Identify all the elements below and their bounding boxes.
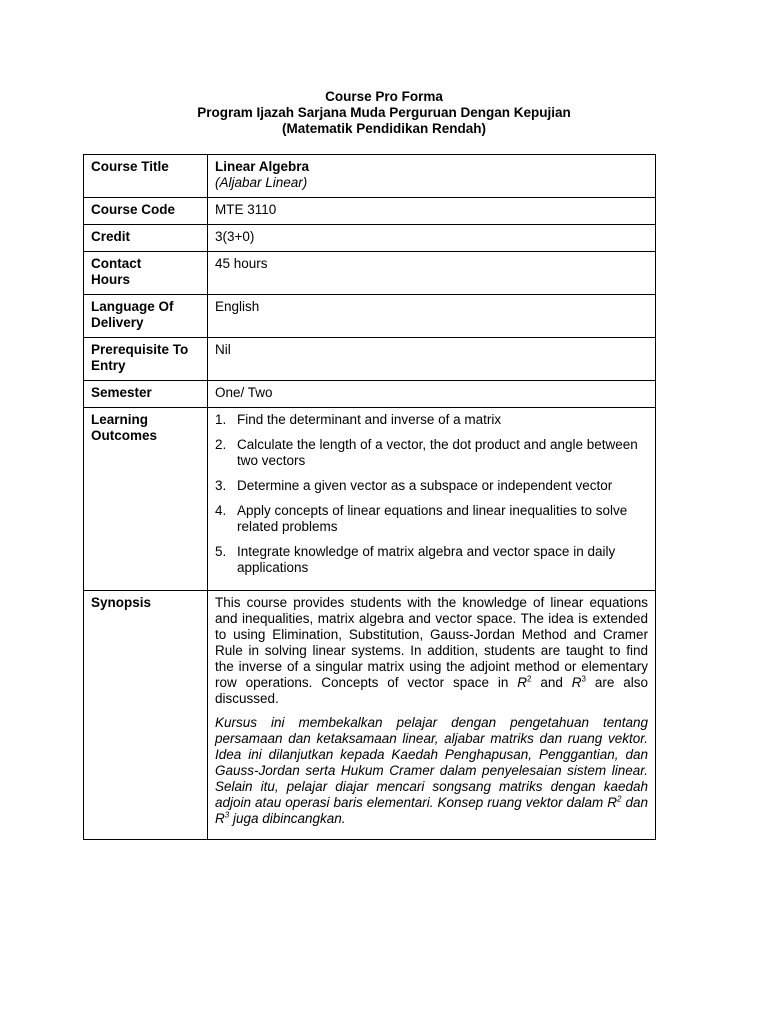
superscript: 3 [224,810,230,820]
course-code-value: MTE 3110 [208,198,656,225]
math-r-symbol: R [607,795,618,810]
prerequisite-label [84,338,208,381]
math-r-symbol: R [571,675,582,690]
row-synopsis [84,591,656,840]
outcome-text: Apply concepts of linear equations and linear inequalities to solve related problems [237,503,628,534]
row-credit [84,225,656,252]
row-learning-outcomes [84,408,656,591]
outcome-text: Calculate the length of a vector, the dot product and angle between two vectors [237,437,638,468]
outcome-number: 2. [215,437,227,452]
language-value: English [208,295,656,338]
learning-outcomes-label-line1: Learning [91,412,149,427]
outcome-number: 1. [215,412,227,427]
course-title-value: Linear Algebra [215,159,310,174]
synopsis-english-and: and [531,675,572,690]
outcome-text: Integrate knowledge of matrix algebra and vector space in daily applications [237,544,616,575]
prerequisite-value: Nil [208,338,656,381]
language-label-line1: Language Of [91,299,174,314]
course-proforma-table [83,154,656,840]
superscript: 2 [527,674,532,684]
row-course-title [84,155,656,198]
superscript: 3 [581,674,586,684]
synopsis-english [215,595,648,707]
list-item [215,478,648,494]
language-label [84,295,208,338]
learning-outcomes-cell [208,408,656,591]
row-course-code [84,198,656,225]
outcome-text: Determine a given vector as a subspace or independent vector [237,478,613,493]
prerequisite-label-line2: Entry [91,358,126,373]
course-code-label: Course Code [84,198,208,225]
learning-outcomes-list [215,412,648,576]
course-title-malay: (Aljabar Linear) [215,175,308,190]
row-semester [84,381,656,408]
synopsis-english-text: This course provides students with the knowledge of linear equations and inequalities, matrix algebra and vector space. The idea is extended to using Elimination, Substitution, Gauss-Jordan Method and Cramer Rule in solving linear systems. In addition, students are taught to find the inverse of a singular matrix using the adjoint method or elementary row operations. Concepts of vector space in [215,595,648,690]
credit-label: Credit [84,225,208,252]
semester-label: Semester [84,381,208,408]
synopsis-malay-end: juga dibincangkan. [229,811,346,826]
document-header [0,89,768,137]
outcome-text: Find the determinant and inverse of a matrix [237,412,502,427]
list-item [215,503,648,535]
semester-value: One/ Two [208,381,656,408]
list-item [215,437,648,469]
outcome-number: 4. [215,503,227,518]
synopsis-malay-text: Kursus ini membekalkan pelajar dengan pengetahuan tentang persamaan dan ketaksamaan linear, aljabar matriks dan ruang vektor. Idea ini dilanjutkan kepada Kaedah Penghapusan, Penggantian, dan Gauss-Jordan serta Hukum Cramer dalam penyelesaian sistem linear. Selain itu, pelajar diajar mencari songsang matriks dengan kaedah adjoin atau operasi baris elementari. Konsep ruang vektor dalam [215,715,648,810]
list-item [215,412,648,428]
math-r-symbol: R [517,675,528,690]
learning-outcomes-label [84,408,208,591]
header-subprogram: (Matematik Pendidikan Rendah) [281,121,487,136]
outcome-number: 3. [215,478,227,493]
synopsis-malay [215,715,648,827]
synopsis-malay-dan: dan [621,795,648,810]
language-label-line2: Delivery [91,315,144,330]
learning-outcomes-label-line2: Outcomes [91,428,158,443]
header-program: Program Ijazah Sarjana Muda Perguruan Dengan Kepujian [197,105,571,120]
course-title-cell [208,155,656,198]
credit-value: 3(3+0) [208,225,656,252]
synopsis-label: Synopsis [84,591,208,840]
outcome-number: 5. [215,544,227,559]
row-contact-hours [84,252,656,295]
row-language [84,295,656,338]
list-item [215,544,648,576]
math-r-symbol: R [215,811,225,826]
course-title-label: Course Title [84,155,208,198]
contact-hours-label-line2: Hours [91,272,131,287]
synopsis-english-end: are also discussed. [215,675,649,706]
superscript: 2 [617,794,622,804]
contact-hours-label [84,252,208,295]
contact-hours-label-line1: Contact [91,256,142,271]
row-prerequisite [84,338,656,381]
prerequisite-label-line1: Prerequisite To [91,342,189,357]
header-title: Course Pro Forma [325,89,443,104]
contact-hours-value: 45 hours [208,252,656,295]
synopsis-cell [208,591,656,840]
